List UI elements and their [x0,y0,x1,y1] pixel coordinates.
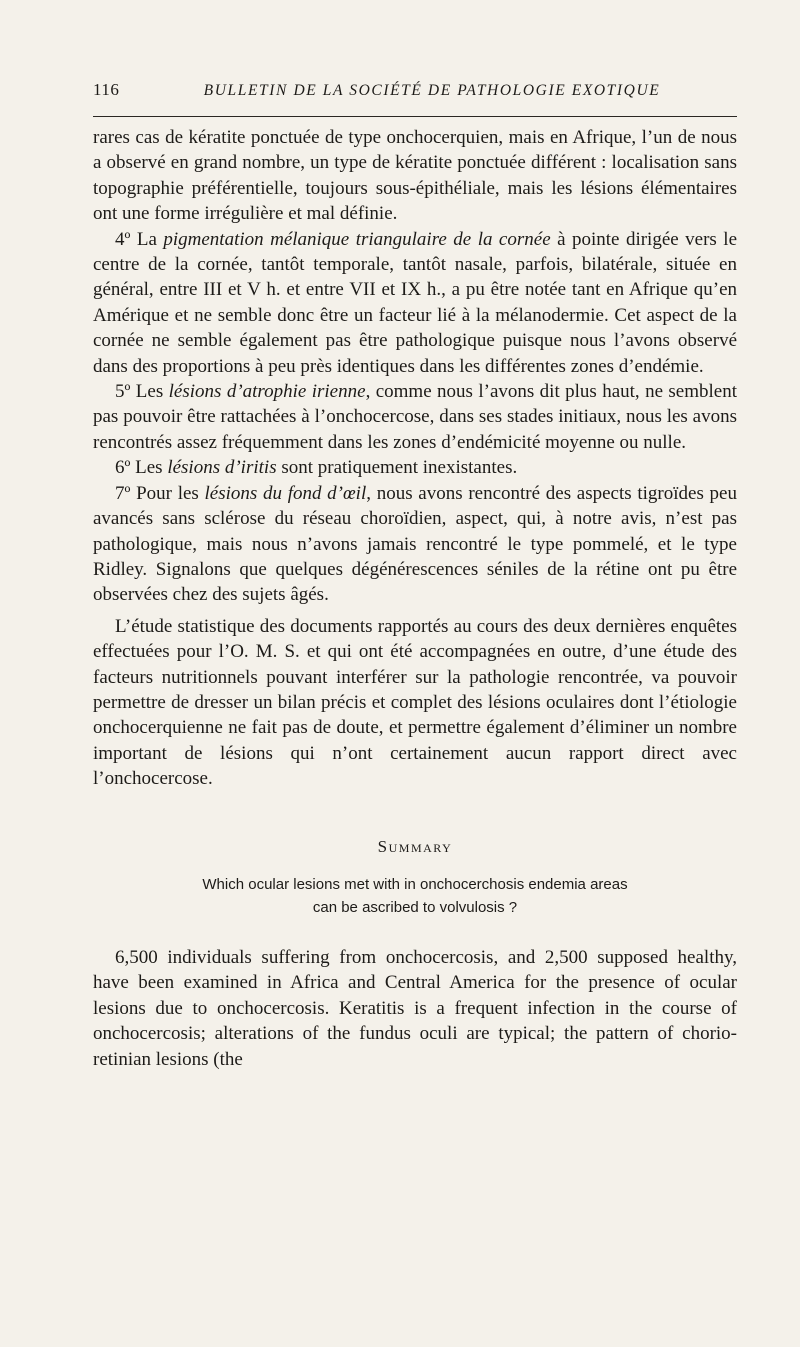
item-5-term: lésions d’atrophie irienne [168,381,366,403]
item-6-term: lésions d’iritis [167,457,277,479]
page-number: 116 [93,80,120,99]
paragraph-keratitis-continuation: rares cas de kératite ponctuée de type onchocerquien, mais en Afrique, l’un de nous a observé en grand nombre, un type de kératite ponctuée différent : localisation sans topographie préférentielle, toujours sous-épithéliale, mais les lésions élémentaires ont une forme irrégulière et mal définie. [93,127,737,225]
summary-title-line-2: can be ascribed to volvulosis ? [312,898,518,916]
item-6-lead: 6º Les [115,457,168,479]
summary-title [93,873,737,919]
item-4-term: pigmentation mélanique triangulaire de la cornée [163,228,551,250]
item-5-text: , comme nous l’avons dit plus haut, ne semblent pas pouvoir être rattachées à l’onchocercose, dans ses stades initiaux, nous les avons rencontrés assez fréquemment dans les zones d’endémicité moyenne ou nulle. [93,381,738,453]
item-6-text: sont pratiquement inexistantes. [276,457,518,479]
item-5-lead: 5º Les [115,381,169,403]
summary-title-line-1: Which ocular lesions met with in onchocerchosis endemia areas [202,875,628,893]
running-head [93,80,737,114]
paragraph-item-4 [93,227,737,379]
item-7-lead: 7º Pour les [115,482,205,504]
item-7-text: , nous avons rencontré des aspects tigroïdes peu avancés sans sclérose du réseau choroïdien, aspect, qui, à notre avis, n’est pas pathologique, mais nous n’avons jamais rencontré le type pommelé, et le type Ridley. Signalons que quelques dégénérescences séniles de la rétine ont pu être observées chez des sujets âgés. [93,482,737,606]
paragraph-conclusion: L’étude statistique des documents rapportés au cours des deux dernières enquêtes effectuées pour l’O. M. S. et qui ont été accompagnées en outre, d’une étude des facteurs nutritionnels pouvant interférer sur la pathologie rencontrée, va pouvoir permettre de dresser un bilan précis et complet des lésions oculaires dont l’étiologie onchocerquienne ne fait pas de doute, et permettre également d’éliminer un nombre important de lésions qui n’ont certainement aucun rapport direct avec l’onchocercose. [93,615,737,790]
summary-paragraph: 6,500 individuals suffering from onchocercosis, and 2,500 supposed healthy, have been examined in Africa and Central America for the presence of ocular lesions due to onchocercosis. Keratitis is a frequent infection in the course of onchocercosis; alterations of the fundus oculi are typical; the pattern of chorio-retinian lesions (the [93,946,737,1070]
paragraph-item-6 [93,455,737,480]
article-body [93,125,737,792]
summary-heading: Summary [377,836,453,856]
item-4-text: à pointe dirigée vers le centre de la cornée, tantôt temporale, tantôt nasale, parfois, bilatérale, située en général, entre III et V h. et entre VII et IX h., a pu être notée tant en Afrique qu’en Amérique et ne semble donc être un facteur lié à la mélanodermie. Cet aspect de la cornée ne semble également pas être pathologique puisque nous l’avons observé dans des proportions à peu près identiques dans les différentes zones d’endémie. [93,228,737,377]
paragraph-item-7 [93,481,737,608]
item-7-term: lésions du fond d’œil [204,482,367,504]
paragraph-item-5 [93,379,737,455]
header-rule [93,116,737,117]
document-page [93,80,737,1073]
item-4-lead: 4º La [115,228,164,250]
journal-title: BULLETIN DE LA SOCIÉTÉ DE PATHOLOGIE EXOTIQUE [203,82,661,99]
summary-body [93,945,737,1073]
